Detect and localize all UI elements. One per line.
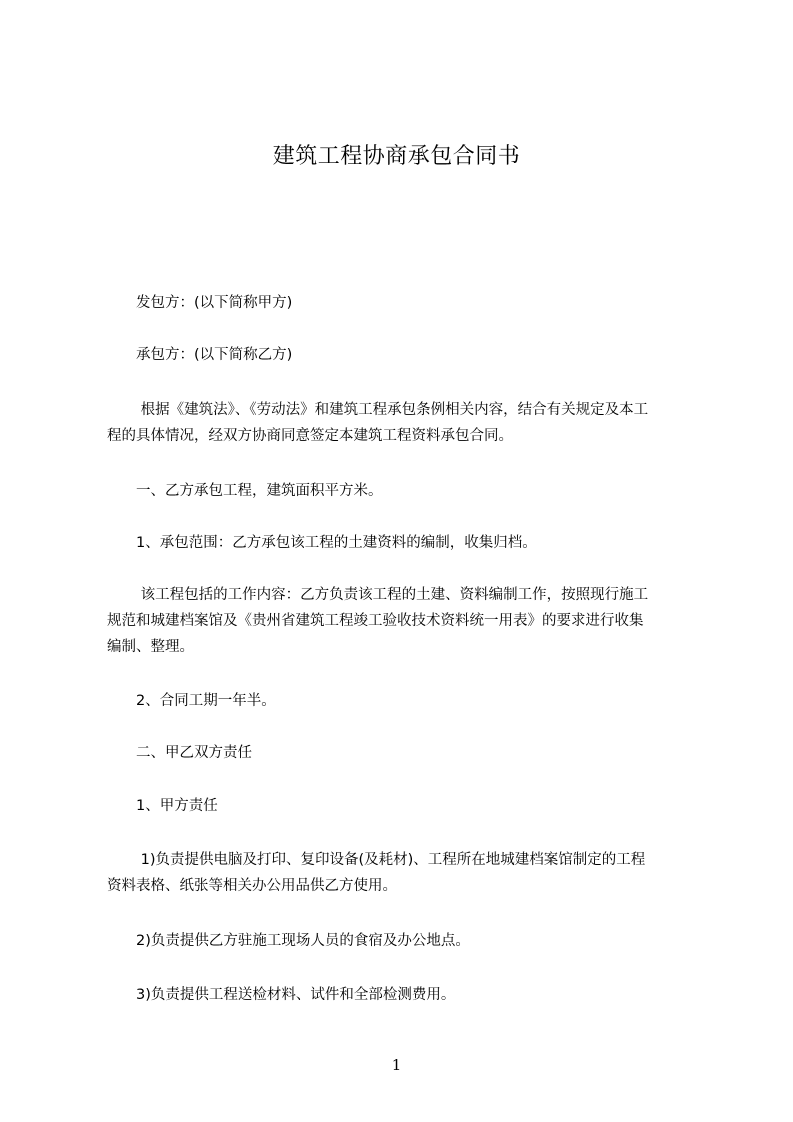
paragraph-duration — [107, 688, 707, 714]
paragraph-line: 二、甲乙双方责任 — [107, 745, 252, 761]
paragraph-line: 1、承包范围：乙方承包该工程的土建资料的编制，收集归档。 — [107, 535, 537, 551]
paragraph-line: 发包方：(以下简称甲方) — [107, 295, 293, 311]
paragraph-line: 程的具体情况，经双方协商同意签定本建筑工程资料承包合同。 — [107, 428, 513, 444]
paragraph-line: 编制、整理。 — [107, 639, 194, 655]
paragraph-basis — [107, 397, 707, 449]
paragraph-line: 一、乙方承包工程，建筑面积平方米。 — [107, 483, 383, 499]
document-title: 建筑工程协商承包合同书 — [272, 144, 521, 169]
paragraph-line: 1、甲方责任 — [107, 798, 218, 814]
paragraph-line: 资料表格、纸张等相关办公用品供乙方使用。 — [107, 878, 397, 894]
paragraph-line: 1)负责提供电脑及打印、复印设备(及耗材)、工程所在地城建档案馆制定的工程 — [107, 852, 646, 868]
paragraph-line: 2)负责提供乙方驻施工现场人员的食宿及办公地点。 — [107, 933, 470, 949]
paragraph-contractee — [107, 342, 707, 368]
paragraph-scope — [107, 530, 707, 556]
paragraph-line: 该工程包括的工作内容：乙方负责该工程的土建、资料编制工作，按照现行施工 — [107, 587, 649, 603]
paragraph-line: 规范和城建档案馆及《贵州省建筑工程竣工验收技术资料统一用表》的要求进行收集 — [107, 613, 644, 629]
party-a-heading — [107, 793, 707, 819]
section-one-heading — [107, 478, 707, 504]
party-a-item-2 — [107, 928, 707, 954]
paragraph-line: 2、合同工期一年半。 — [107, 693, 276, 709]
section-two-heading — [107, 740, 707, 766]
page-number: 1 — [391, 1056, 402, 1074]
party-a-item-1 — [107, 847, 707, 899]
party-a-item-3 — [107, 982, 707, 1008]
paragraph-work-content — [107, 582, 707, 660]
paragraph-contractor — [107, 290, 707, 316]
paragraph-line: 3)负责提供工程送检材料、试件和全部检测费用。 — [107, 987, 456, 1003]
paragraph-line: 根据《建筑法》、《劳动法》和建筑工程承包条例相关内容，结合有关规定及本工 — [107, 402, 649, 418]
paragraph-line: 承包方：(以下简称乙方) — [107, 347, 293, 363]
